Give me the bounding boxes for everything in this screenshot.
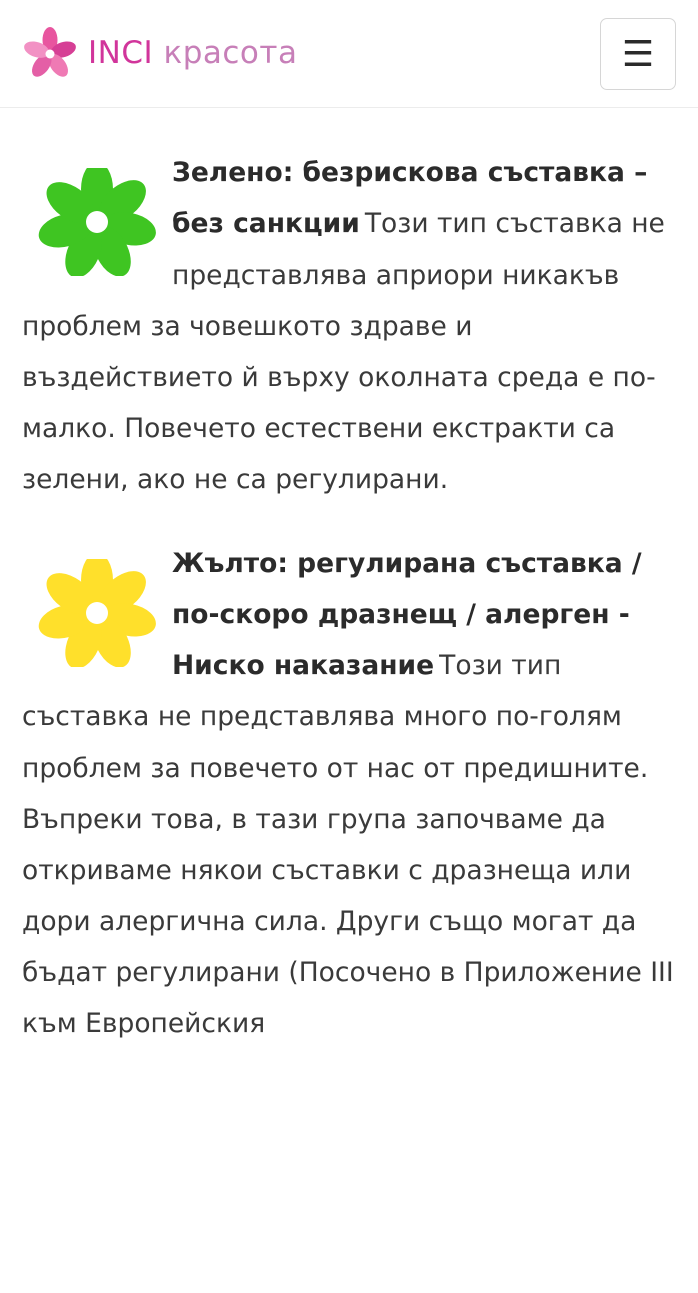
brand-title-secondary: красота — [163, 35, 298, 71]
section-green-heading: Зелено: безрискова съставка – без санкции — [172, 157, 648, 240]
section-yellow-body: Този тип съставка не представлява много по-голям проблем за повечето от нас от предишните. Въпреки това, в тази група започваме да откриваме някои съставки с дразнеща или дори алергична сила. Други също могат да бъдат регулирани (Посочено в Приложение III към Европейския — [22, 650, 674, 1040]
site-header — [0, 0, 698, 108]
brand-title-primary: INCI — [88, 35, 154, 71]
section-yellow-heading: Жълто: регулирана съставка / по-скоро дразнещ / алерген - Ниско наказание — [172, 548, 642, 682]
brand-title — [88, 35, 298, 71]
hamburger-menu-button[interactable] — [600, 18, 676, 90]
section-green-body: Този тип съставка не представлява априори никакъв проблем за човешкото здраве и въздействието й върху околната среда е по-малко. Повечето естествени екстракти са зелени, ако не са регулирани. — [22, 208, 665, 496]
green-flower-icon — [22, 148, 172, 278]
section-yellow — [22, 539, 676, 1049]
yellow-flower-icon — [22, 539, 172, 669]
brand-logo-link[interactable] — [22, 26, 297, 82]
flower-logo-icon — [22, 26, 78, 82]
hamburger-menu-icon: ☰ — [621, 33, 655, 74]
article-content — [0, 148, 698, 1049]
section-green — [22, 148, 676, 505]
